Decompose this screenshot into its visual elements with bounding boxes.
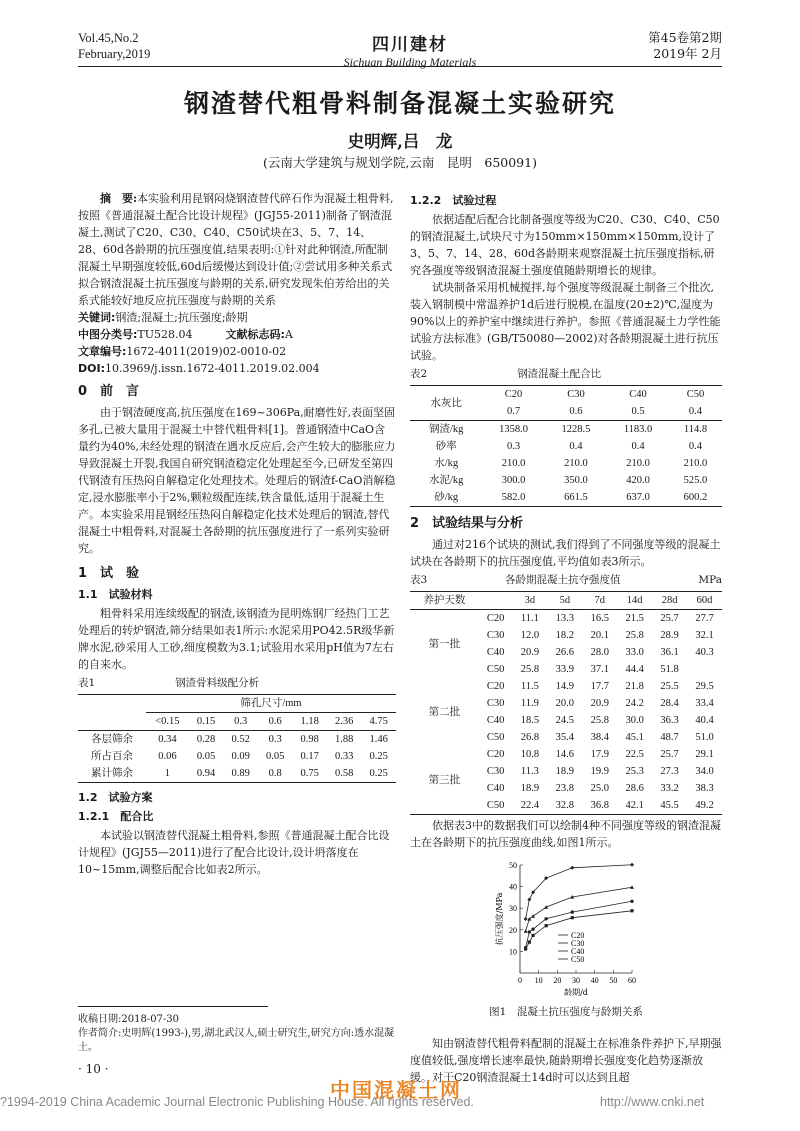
cell: 37.1 — [590, 664, 609, 675]
cell: 24.2 — [625, 698, 644, 709]
cell: 16.5 — [590, 613, 609, 624]
cell: 18.9 — [520, 783, 540, 794]
cell: 0.4 — [631, 441, 645, 452]
abstract-text: 本实验利用昆钢闷烧钢渣替代碎石作为混凝土粗骨料,按照《普通混凝土配合比设计规程》(JGJ55-2011)制备了钢渣混凝土,测试了C20、C30、C40、C50试块在3、5、7、14、28、60d各龄期的抗压强度值,结果表明:①针对此种钢渣,所配制混凝土早期强度较低,60d后缓慢达到设计值;②尝试用多种关系式拟合钢渣混凝土抗压强度与龄期的关系,研究发现朱伯芳给出的关系式能较好地反应抗压强度与龄期的关系 — [78, 192, 394, 307]
x-tick-label: 60 — [628, 976, 636, 985]
cell: 210.0 — [626, 458, 650, 469]
cell: 12.0 — [520, 630, 540, 641]
cell: 27.3 — [660, 766, 679, 777]
day-header: 3d — [524, 595, 536, 606]
y-tick-label: 30 — [509, 904, 517, 914]
cell: 0.05 — [196, 751, 216, 762]
wc-ratio: 0.5 — [631, 406, 645, 417]
cell: 13.3 — [555, 613, 575, 624]
footnote-rule — [78, 1006, 268, 1007]
grade-label: C40 — [486, 783, 505, 794]
cell: 18.9 — [555, 766, 575, 777]
cell: 0.8 — [268, 768, 282, 779]
cell: 0.58 — [334, 768, 354, 779]
table-3-unit: MPa — [698, 574, 722, 586]
table-2-caption — [410, 366, 722, 383]
cell: 0.17 — [300, 751, 319, 762]
table-row — [410, 489, 722, 507]
grade-label: C40 — [486, 647, 505, 658]
batch-label: 第三批 — [428, 774, 461, 786]
section-2-para-1: 通过对216个试块的测试,我们得到了不同强度等级的混凝土试块在各龄期下的抗压强度值,平均值如表3所示。 — [410, 538, 721, 568]
cell: 0.33 — [334, 751, 354, 762]
x-tick-label: 10 — [534, 976, 543, 985]
cell: 26.6 — [555, 647, 575, 658]
table-1-number: 表1 — [78, 677, 96, 689]
cell: 0.34 — [158, 734, 177, 745]
table-1-size: 4.75 — [369, 716, 388, 727]
table-row — [78, 765, 396, 783]
right-column — [410, 190, 722, 1086]
y-tick-label: 20 — [509, 925, 517, 935]
cell: 10.8 — [520, 749, 540, 760]
cell: 20.1 — [590, 630, 609, 641]
cell: 0.89 — [231, 768, 250, 779]
section-1-2-2-para-b: 试块制备采用机械搅拌,每个强度等级混凝土制备三个批次,装入钢制模中常温养护1d后进行脱模,在温度(20±2)℃,湿度为90%以上的养护室中继续进行养护。参照《普通混凝土力学性能试验方法标准》(GB/T50080—2002)对各龄期混凝土进行抗压试验。 — [410, 281, 721, 362]
cell: 29.1 — [695, 749, 714, 760]
cell: 0.52 — [231, 734, 250, 745]
cell: 44.4 — [625, 664, 644, 675]
cell: 525.0 — [683, 475, 708, 486]
clc-label: 中图分类号: — [78, 328, 138, 341]
section-2-title: 2 试验结果与分析 — [410, 516, 524, 531]
data-point — [531, 934, 534, 937]
cell: 36.1 — [660, 647, 679, 658]
cell: 1 — [164, 768, 171, 779]
cell: 210.0 — [564, 458, 588, 469]
cell: 114.8 — [683, 424, 708, 435]
received-date: 收稿日期:2018-07-30 — [78, 1014, 180, 1025]
grade-label: C50 — [486, 664, 505, 675]
cell: 21.8 — [625, 681, 644, 692]
table-1-head: 筛孔尺寸/mm — [146, 695, 396, 713]
y-tick-label: 50 — [509, 861, 517, 870]
grade-label: C20 — [486, 613, 505, 624]
cell: 0.06 — [158, 751, 177, 762]
cell: 29.5 — [695, 681, 714, 692]
cell: 32.1 — [695, 630, 714, 641]
cell: 23.8 — [555, 783, 575, 794]
x-tick-label: 50 — [609, 976, 618, 985]
legend-label: C20 — [571, 931, 585, 940]
x-tick-label: 30 — [572, 976, 580, 985]
cell: 45.1 — [625, 732, 644, 743]
table-3-title: 各龄期混凝土抗夺强度值 — [505, 574, 621, 586]
table-3-caption — [410, 572, 722, 589]
table-3-head: 养护天数 — [423, 595, 466, 606]
footnote — [78, 1013, 396, 1055]
cell: 28.4 — [660, 698, 679, 709]
cell: 25.5 — [660, 681, 679, 692]
cell: 300.0 — [501, 475, 526, 486]
data-point — [630, 863, 634, 867]
data-point — [524, 929, 528, 933]
cell: 51.8 — [660, 664, 679, 675]
cell: 36.3 — [660, 715, 679, 726]
cell: 18.2 — [555, 630, 575, 641]
cell: 28.0 — [590, 647, 609, 658]
section-0-title: 0 前 言 — [78, 384, 140, 399]
cell: 17.7 — [590, 681, 609, 692]
cell: 35.4 — [555, 732, 575, 743]
cell: 11.9 — [520, 698, 539, 709]
cell: 27.7 — [695, 613, 714, 624]
data-point — [571, 916, 574, 919]
cell: 0.3 — [506, 441, 521, 452]
doi-value: 10.3969/j.issn.1672-4011.2019.02.004 — [104, 362, 320, 375]
strength-age-chart — [410, 851, 722, 999]
header-right — [648, 30, 722, 62]
journal-logo: 四川建材 — [372, 35, 448, 55]
table-1-size: 2.36 — [334, 716, 354, 727]
x-tick-label: 20 — [553, 976, 562, 985]
doc-label: 文献标志码: — [225, 328, 285, 341]
cell: 25.8 — [520, 664, 540, 675]
section-1-2-2-para-a: 依据适配后配合比制备强度等级为C20、C30、C40、C50的钢渣混凝土,试块尺寸为150mm×150mm×150mm,设计了3、5、7、14、28、60d各龄期来观察混凝土抗压强度指标,研究各强度等级钢渣混凝土强度值随龄期增长的规律。 — [410, 213, 720, 277]
cell: 0.25 — [369, 768, 388, 779]
cell: 26.8 — [520, 732, 540, 743]
keywords — [78, 309, 396, 326]
table-row — [410, 421, 722, 439]
cell: 51.0 — [695, 732, 714, 743]
grade-label: C50 — [486, 732, 505, 743]
doc-value: A — [284, 328, 293, 341]
cell: 0.98 — [300, 734, 319, 745]
legend-label: C50 — [571, 955, 585, 964]
cell: 420.0 — [626, 475, 650, 486]
cell: 38.3 — [695, 783, 714, 794]
row-label: 水泥/kg — [428, 475, 464, 486]
table-row — [78, 731, 396, 749]
volume-cn: 第45卷第2期 — [648, 30, 722, 45]
cell: 24.5 — [555, 715, 575, 726]
row-label: 水/kg — [434, 458, 459, 469]
wc-ratio: 0.7 — [506, 406, 521, 417]
table-row — [410, 746, 722, 763]
classification — [78, 326, 396, 343]
cell: 33.2 — [660, 783, 679, 794]
cell: 0.75 — [300, 768, 319, 779]
cell: 33.4 — [695, 698, 714, 709]
cell: 25.8 — [625, 630, 644, 641]
wc-ratio: 0.4 — [688, 406, 703, 417]
table-1-size: 1.18 — [300, 716, 319, 727]
day-header: 14d — [626, 595, 643, 606]
cell: 21.5 — [625, 613, 644, 624]
cell: 28.9 — [660, 630, 679, 641]
copyright-text: ?1994-2019 China Academic Journal Electronic Publishing House. All rights reserved. — [0, 1095, 474, 1109]
data-point — [531, 927, 534, 930]
row-label: 各层筛余 — [90, 734, 133, 745]
cell: 637.0 — [626, 492, 650, 503]
data-point — [545, 924, 548, 927]
cell: 25.8 — [590, 715, 609, 726]
row-label: 砂率 — [435, 441, 457, 452]
cell: 661.5 — [564, 492, 588, 503]
batch-label: 第二批 — [428, 706, 461, 718]
table-1-size: 0.3 — [234, 716, 248, 727]
cell: 1.88 — [334, 734, 354, 745]
keywords-text: 钢渣;混凝土;抗压强度;龄期 — [115, 311, 248, 324]
cell: 40.4 — [695, 715, 714, 726]
x-axis-label: 龄期/d — [564, 988, 588, 997]
cell: 33.0 — [625, 647, 644, 658]
left-column — [78, 190, 396, 878]
cell: 582.0 — [501, 492, 526, 503]
header-left — [78, 30, 150, 62]
article-number — [78, 343, 396, 360]
cell — [687, 661, 722, 678]
cell: 11.3 — [520, 766, 539, 777]
cell: 48.7 — [660, 732, 679, 743]
cell: 600.2 — [683, 492, 708, 503]
grade-header: C20 — [504, 389, 523, 400]
table-2 — [410, 385, 722, 507]
cell: 38.4 — [590, 732, 609, 743]
data-point — [571, 910, 574, 913]
data-point — [528, 930, 531, 933]
table-2-title: 钢渣混凝土配合比 — [517, 368, 602, 380]
cell: 25.3 — [625, 766, 644, 777]
cell: 25.0 — [590, 783, 609, 794]
table-3-number: 表3 — [410, 574, 428, 586]
cell: 34.0 — [695, 766, 714, 777]
cell: 14.9 — [555, 681, 575, 692]
table-row — [410, 472, 722, 489]
table-2-number: 表2 — [410, 368, 428, 380]
cell: 30.0 — [625, 715, 644, 726]
row-label: 累计筛余 — [90, 768, 133, 779]
day-header: 28d — [661, 595, 678, 606]
cell: 0.28 — [196, 734, 216, 745]
grade-label: C20 — [486, 749, 505, 760]
wc-ratio: 0.6 — [569, 406, 583, 417]
y-tick-label: 10 — [509, 947, 517, 957]
cell: 11.1 — [520, 613, 539, 624]
cell: 45.5 — [660, 800, 679, 811]
cell: 14.6 — [555, 749, 575, 760]
section-1-title: 1 试 验 — [78, 566, 140, 581]
paper-authors: 史明辉,吕 龙 — [347, 132, 453, 151]
table-1-size: <0.15 — [155, 716, 180, 727]
data-point — [528, 941, 531, 944]
abstract-label: 摘 要: — [100, 192, 138, 205]
article-label: 文章编号: — [78, 345, 127, 358]
cell: 22.5 — [625, 749, 644, 760]
data-point — [527, 898, 531, 902]
batch-label: 第一批 — [428, 638, 461, 650]
y-axis-label: 抗压强度/MPa — [495, 892, 504, 946]
cnki-link[interactable]: http://www.cnki.net — [600, 1095, 705, 1109]
grade-label: C50 — [486, 800, 505, 811]
grade-label: C30 — [486, 766, 505, 777]
data-point — [524, 917, 528, 921]
cell: 210.0 — [683, 458, 708, 469]
header-rule — [78, 66, 722, 67]
cell: 32.8 — [555, 800, 575, 811]
doi — [78, 360, 396, 377]
cell: 17.9 — [590, 749, 609, 760]
section-2-para-3: 知由钢渣替代粗骨料配制的混凝土在标准条件养护下,早期强度值较低,强度增长速率最快,随龄期增长强度变化趋势逐渐放缓。对于C20钢渣混凝土14d时可以达到且超 — [410, 1037, 722, 1084]
table-row — [78, 748, 396, 765]
grade-label: C30 — [486, 698, 505, 709]
section-1-2-title: 1.2 试验方案 — [78, 791, 153, 804]
page-number: · 10 · — [78, 1062, 109, 1076]
cell: 210.0 — [501, 458, 526, 469]
data-point — [544, 917, 547, 920]
row-label: 钢渣/kg — [428, 424, 464, 435]
grade-header: C40 — [629, 389, 647, 400]
cell: 1.46 — [369, 734, 388, 745]
day-header: 60d — [696, 595, 713, 606]
cell: 18.5 — [520, 715, 540, 726]
cell: 25.7 — [660, 613, 679, 624]
cell: 20.9 — [590, 698, 609, 709]
table-row — [410, 438, 722, 455]
cell: 1358.0 — [499, 424, 528, 435]
data-point — [630, 909, 633, 912]
section-1-1-para: 粗骨料采用连续级配的钢渣,该钢渣为昆明炼钢厂经热门工艺处理后的转炉钢渣,筛分结果如表1所示:水泥采用PO42.5R级华新牌水泥,砂采用人工砂,细度模数为3.1;试验用水采用pH值为7左右的自来水。 — [78, 607, 395, 671]
data-point — [531, 914, 535, 918]
issue-date: February,2019 — [78, 47, 151, 61]
article-value: 1672-4011(2019)02-0010-02 — [126, 345, 287, 358]
grade-header: C50 — [686, 389, 705, 400]
grade-label: C20 — [486, 681, 505, 692]
table-1-size: 0.15 — [196, 716, 216, 727]
cell: 0.05 — [265, 751, 285, 762]
cell: 11.5 — [520, 681, 539, 692]
table-row — [410, 455, 722, 472]
journal-masthead — [330, 30, 490, 70]
grade-label: C30 — [486, 630, 505, 641]
author-bio: 作者简介:史明辉(1993-),男,湖北武汉人,硕士研究生,研究方向:透水混凝土。 — [78, 1028, 395, 1053]
x-tick-label: 40 — [590, 976, 599, 985]
cell: 33.9 — [555, 664, 575, 675]
cell: 0.94 — [196, 768, 216, 779]
table-1-title: 钢渣骨料级配分析 — [175, 677, 260, 689]
watermark: 中国混凝土网 — [330, 1078, 462, 1102]
grade-label: C40 — [486, 715, 505, 726]
row-label: 砂/kg — [434, 492, 459, 503]
table-2-head-label: 水灰比 — [430, 397, 462, 409]
cell: 20.0 — [555, 698, 575, 709]
issue-date-cn: 2019年 2月 — [653, 46, 722, 61]
table-1-caption — [78, 675, 396, 692]
cell: 1183.0 — [623, 424, 653, 435]
cell: 49.2 — [695, 800, 714, 811]
doi-label: DOI: — [78, 362, 105, 375]
legend-label: C40 — [571, 947, 585, 956]
x-tick-label: 0 — [518, 976, 522, 985]
row-label: 所占百余 — [90, 751, 133, 762]
section-1-2-1-title: 1.2.1 配合比 — [78, 810, 154, 823]
table-1-size: 0.6 — [268, 716, 282, 727]
cell: 0.4 — [569, 441, 583, 452]
section-2-para-2: 依据表3中的数据我们可以绘制4种不同强度等级的钢渣混凝土在各龄期下的抗压强度曲线,如图1所示。 — [410, 819, 721, 849]
cell: 350.0 — [564, 475, 588, 486]
table-3 — [410, 591, 722, 815]
day-header: 7d — [594, 595, 605, 606]
table-row — [410, 678, 722, 695]
cell: 0.3 — [268, 734, 282, 745]
data-point — [570, 866, 574, 870]
section-0-para: 由于钢渣硬度高,抗压强度在169~306Pa,耐磨性好,表面坚固多孔,已被大量用于混凝土中替代粗骨料[1]。普通钢渣中CaO含量约为40%,未经处理的钢渣在遇水反应后,会产生较大的膨胀应力导致混凝土开裂,我国自研究钢渣稳定化处理起至今,已研发至第四代钢渣有压热闷自解稳定化处理技术。处理后的钢渣f-CaO消解稳定,浸水膨胀率小于2%,颗粒级配连续,铁含量低,适用于混凝土生产。本实验采用昆钢经压热闷自解稳定化技术处理后的钢渣,替代混凝土中粗骨料,对混凝土各龄期的抗压强度进行了一系列实验研究。 — [78, 406, 396, 555]
legend-label: C30 — [571, 939, 585, 948]
y-tick-label: 40 — [509, 882, 517, 892]
cell: 20.9 — [520, 647, 540, 658]
journal-name-en: Sichuan Building Materials — [343, 55, 477, 69]
table-1 — [78, 694, 396, 783]
table-row — [410, 610, 722, 628]
abstract — [78, 190, 396, 309]
section-1-2-2-title: 1.2.2 试验过程 — [410, 194, 497, 207]
paper-affiliation: (云南大学建筑与规划学院,云南 昆明 650091) — [263, 155, 537, 170]
cell: 0.25 — [369, 751, 388, 762]
series-line-c40 — [526, 887, 632, 931]
cell: 0.09 — [231, 751, 250, 762]
clc-value: TU528.04 — [137, 328, 193, 341]
cell: 42.1 — [625, 800, 644, 811]
data-point — [524, 946, 527, 949]
cell: 19.9 — [590, 766, 609, 777]
section-1-1-title: 1.1 试验材料 — [78, 588, 153, 601]
cell: 0.4 — [688, 441, 703, 452]
cell: 28.6 — [625, 783, 644, 794]
data-point — [630, 900, 633, 903]
figure-1-caption: 图1 混凝土抗压强度与龄期关系 — [489, 1006, 643, 1018]
data-point — [630, 885, 634, 889]
paper-title: 钢渣替代粗骨料制备混凝土实验研究 — [183, 89, 616, 118]
section-1-2-1-para: 本试验以钢渣替代混凝土粗骨料,参照《普通混凝土配合比设计规程》(JGJ55—2011)进行了配合比设计,设计坍落度在10~15mm,调整后配合比如表2所示。 — [78, 829, 390, 876]
cell: 1228.5 — [561, 424, 591, 435]
volume: Vol.45,No.2 — [78, 31, 139, 45]
cell: 36.8 — [590, 800, 609, 811]
day-header: 5d — [559, 595, 571, 606]
cell: 40.3 — [695, 647, 714, 658]
cell: 22.4 — [520, 800, 540, 811]
cell: 25.7 — [660, 749, 679, 760]
keywords-label: 关键词: — [78, 311, 116, 324]
grade-header: C30 — [567, 389, 585, 400]
